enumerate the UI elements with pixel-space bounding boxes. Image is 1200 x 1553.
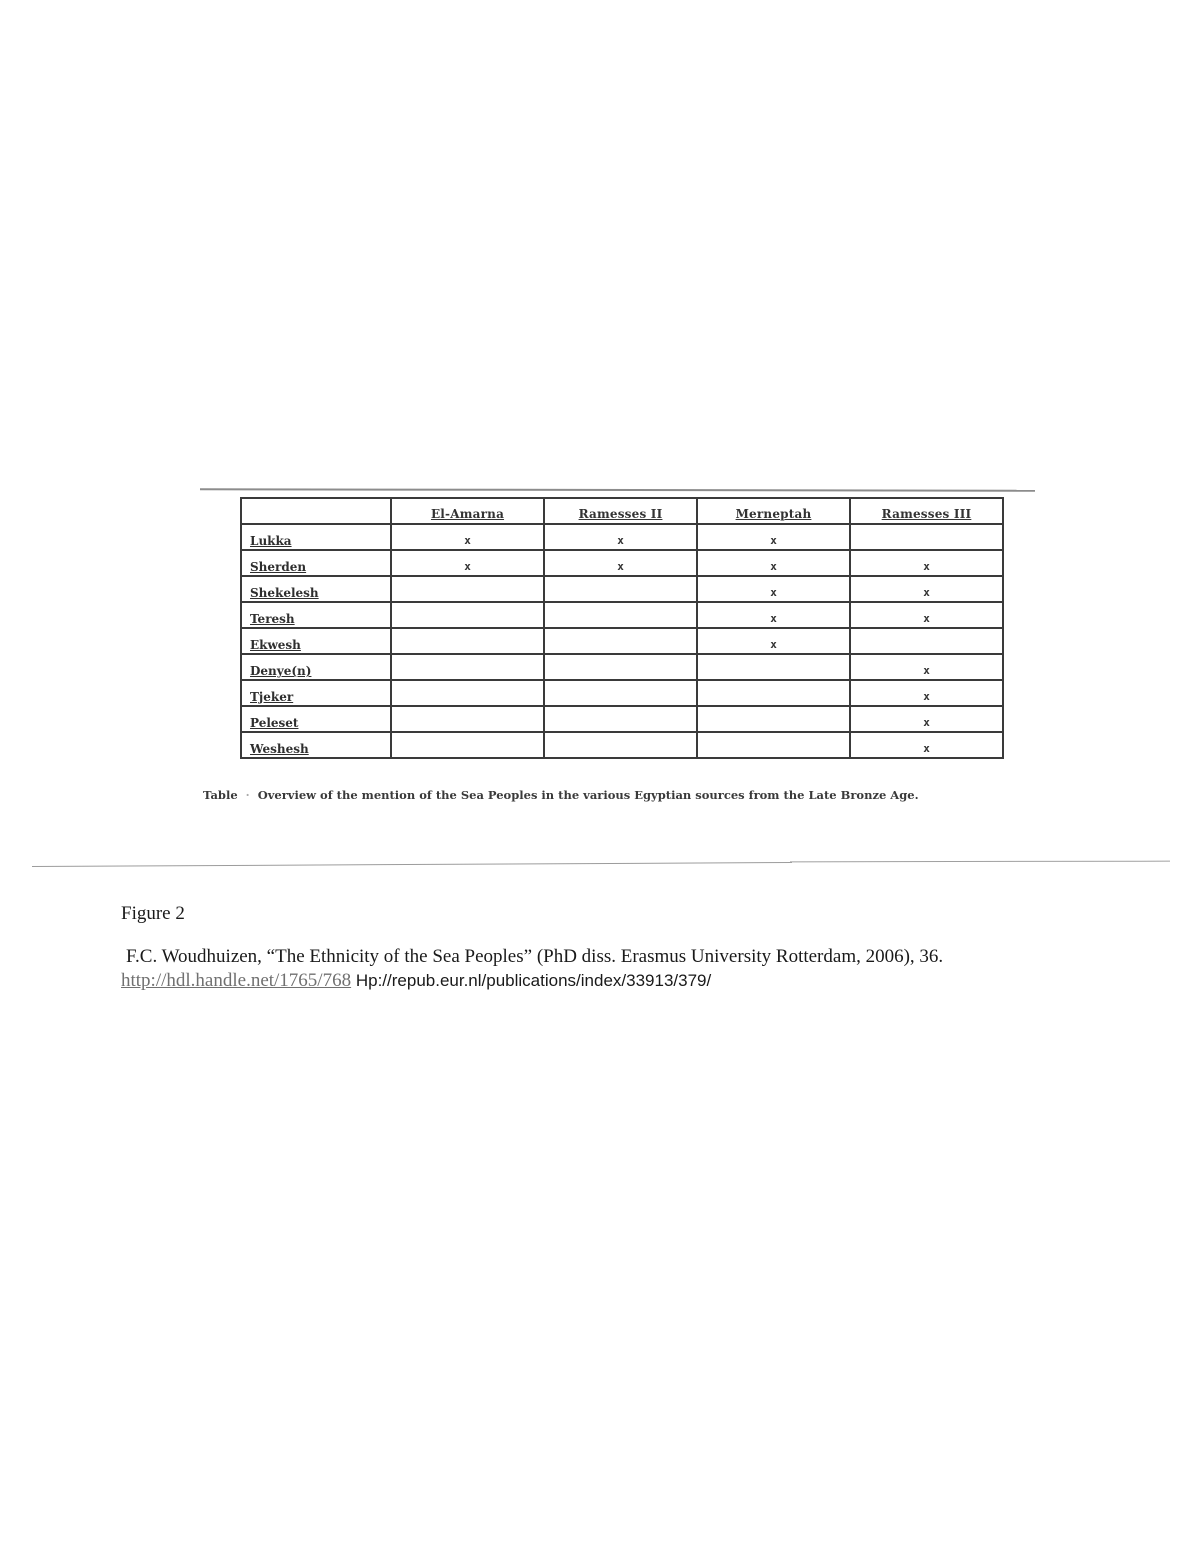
row-label: Lukka bbox=[241, 524, 391, 550]
mark-cell: x bbox=[850, 602, 1003, 628]
mark-cell bbox=[697, 680, 850, 706]
mark-cell bbox=[391, 576, 544, 602]
mark-cell: x bbox=[697, 576, 850, 602]
repub-link[interactable]: Hp://repub.eur.nl/publications/index/33913/379/ bbox=[355, 971, 712, 990]
mark-cell bbox=[697, 732, 850, 758]
mark-cell bbox=[544, 680, 697, 706]
mark-cell bbox=[850, 628, 1003, 654]
mark-cell: x bbox=[850, 654, 1003, 680]
mark-cell: x bbox=[850, 550, 1003, 576]
bottom-rule-right bbox=[790, 861, 1170, 863]
mark-cell bbox=[391, 654, 544, 680]
table-row bbox=[241, 680, 1003, 706]
mark-cell bbox=[544, 706, 697, 732]
mark-cell: x bbox=[850, 576, 1003, 602]
mark-cell bbox=[544, 602, 697, 628]
mark-cell: x bbox=[697, 602, 850, 628]
row-label: Teresh bbox=[241, 602, 391, 628]
table-row bbox=[241, 602, 1003, 628]
header-el-amarna: El-Amarna bbox=[391, 498, 544, 524]
table-row bbox=[241, 550, 1003, 576]
mark-cell: x bbox=[850, 732, 1003, 758]
mark-cell bbox=[544, 628, 697, 654]
table-header-row bbox=[241, 498, 1003, 524]
mark-cell bbox=[697, 654, 850, 680]
citation-text: F.C. Woudhuizen, “The Ethnicity of the Sea Peoples” (PhD diss. Erasmus University Rotterdam, 2006), 36. bbox=[126, 946, 944, 967]
caption-prefix: Table bbox=[203, 788, 238, 802]
header-ramesses-iii: Ramesses III bbox=[850, 498, 1003, 524]
mark-cell: x bbox=[391, 550, 544, 576]
header-merneptah: Merneptah bbox=[697, 498, 850, 524]
top-rule bbox=[200, 488, 1035, 491]
table-caption bbox=[203, 788, 1023, 802]
row-label: Ekwesh bbox=[241, 628, 391, 654]
mark-cell bbox=[544, 654, 697, 680]
mark-cell bbox=[391, 706, 544, 732]
caption-text: Overview of the mention of the Sea Peoples in the various Egyptian sources from the Late Bronze Age. bbox=[257, 788, 919, 802]
table-row bbox=[241, 628, 1003, 654]
table-row bbox=[241, 732, 1003, 758]
sea-peoples-table bbox=[240, 497, 1004, 759]
citation-links bbox=[121, 970, 711, 992]
mark-cell bbox=[544, 576, 697, 602]
table-row bbox=[241, 576, 1003, 602]
row-label: Sherden bbox=[241, 550, 391, 576]
row-label: Denye(n) bbox=[241, 654, 391, 680]
mark-cell bbox=[391, 680, 544, 706]
caption-separator: · bbox=[241, 788, 254, 802]
mark-cell bbox=[850, 524, 1003, 550]
mark-cell: x bbox=[697, 550, 850, 576]
handle-link[interactable]: http://hdl.handle.net/1765/768 bbox=[121, 970, 352, 991]
row-label: Tjeker bbox=[241, 680, 391, 706]
table-row bbox=[241, 654, 1003, 680]
mark-cell: x bbox=[544, 524, 697, 550]
mark-cell: x bbox=[850, 706, 1003, 732]
mark-cell bbox=[544, 732, 697, 758]
row-label: Shekelesh bbox=[241, 576, 391, 602]
header-cell-blank bbox=[241, 498, 391, 524]
row-label: Peleset bbox=[241, 706, 391, 732]
mark-cell bbox=[391, 732, 544, 758]
mark-cell: x bbox=[697, 628, 850, 654]
mark-cell: x bbox=[697, 524, 850, 550]
mark-cell bbox=[697, 706, 850, 732]
header-ramesses-ii: Ramesses II bbox=[544, 498, 697, 524]
bottom-rule-left bbox=[32, 862, 792, 867]
mark-cell: x bbox=[850, 680, 1003, 706]
mark-cell bbox=[391, 628, 544, 654]
table-row bbox=[241, 706, 1003, 732]
table-row bbox=[241, 524, 1003, 550]
figure-label: Figure 2 bbox=[121, 903, 185, 924]
row-label: Weshesh bbox=[241, 732, 391, 758]
mark-cell: x bbox=[391, 524, 544, 550]
mark-cell bbox=[391, 602, 544, 628]
mark-cell: x bbox=[544, 550, 697, 576]
